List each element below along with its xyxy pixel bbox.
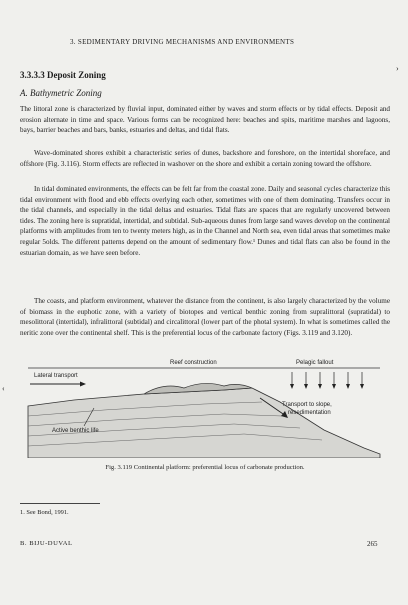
footnote: 1. See Bond, 1991.	[20, 509, 69, 516]
lateral-transport-label: Lateral transport	[34, 373, 78, 379]
pelagic-fallout-arrows	[292, 372, 362, 386]
pelagic-fallout-label: Pelagic fallout	[296, 360, 334, 366]
paragraph-3: In tidal dominated environments, the effects can be felt far from the coastal zone. Daily and seasonal cycles characterize this tidal environment with flood and ebb effects overlying each other, sometimes with one of them dominating. Transfers occur in the tidal channels, and especially in the tidal deltas and estuaries. Tidal flats are spaces that are regularly uncovered between tides. The zoning here is supratidal, intertidal, and subtidal. Sub-aqueous dunes from large sand waves develop on the continental platforms with amplitudes from ten to twenty meters high, as in the Channel and North sea, even tidal areas that sometimes make regular 5olds. The different patterns depend on the amount of sedimentary flow.¹ Dunes and tidal flats can also be found in the estuarian domain, as we have seen before.	[20, 185, 390, 257]
pelagic-fallout-arrowheads	[290, 384, 364, 389]
paragraph-1: The littoral zone is characterized by fluvial input, dominated either by waves and storm effects or by tidal effects. Deposit and erosion alternate in time and space. Various forms can be recognized here: beaches and spits, maritime marshes and lagoons, bays, barrier beaches and bars, banks, estuaries and deltas, and tidal flats.	[20, 105, 390, 135]
subsection-heading: A. Bathymetric Zoning	[20, 88, 102, 98]
resedimentation-label: resedimentation	[288, 410, 331, 416]
paragraph-4: The coasts, and platform environment, whatever the distance from the continent, is also largely characterized by the volume of biomass in the euphotic zone, with a variety of biotopes and vertical benthic zoning from supralittoral (supratidal) to mesolittoral (intertidal), infralittoral (subtidal) and circalittoral (lower part of the photal system). In what is sometimes called the neritic zone over the continental shelf. This is the preferential locus of the carbonate factory (Figs. 3.119 and 3.120).	[20, 297, 390, 337]
paragraph-2: Wave-dominated shores exhibit a characteristic series of dunes, backshore and foreshore, on the intertidal shoreface, and offshore (Fig. 3.116). Storm effects are reflected in washover on the shore and exhibit a certain zoning toward the offshore.	[20, 149, 390, 168]
running-header: 3. SEDIMENTARY DRIVING MECHANISMS AND ENVIRONMENTS	[70, 38, 295, 46]
section-heading: 3.3.3.3 Deposit Zoning	[20, 70, 106, 80]
platform-figure	[24, 346, 384, 458]
active-benthic-life-label: Active benthic life	[52, 428, 99, 434]
margin-mark: ›	[396, 64, 399, 73]
footnote-rule	[20, 503, 100, 504]
margin-mark-left: ‹	[2, 384, 5, 393]
platform-body	[28, 388, 380, 458]
page-number: 265	[367, 540, 378, 548]
transport-to-slope-label: Transport to slope,	[282, 402, 332, 408]
publisher-footer: B. BIJU-DUVAL	[20, 540, 73, 547]
lateral-transport-arrowhead	[80, 382, 86, 387]
reef-construction-label: Reef construction	[170, 360, 217, 366]
figure-caption: Fig. 3.119 Continental platform: preferential locus of carbonate production.	[105, 464, 305, 471]
